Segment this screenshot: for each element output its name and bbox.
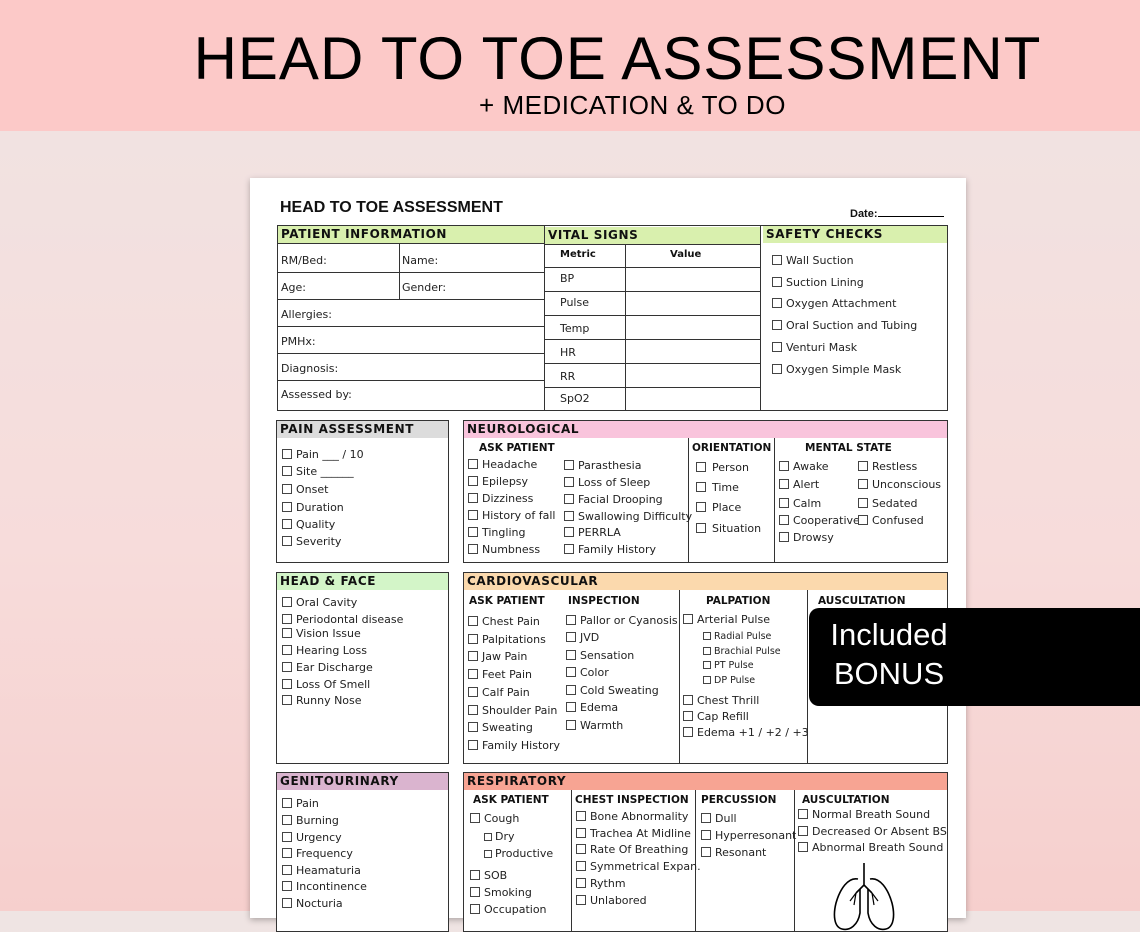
chest-inspection-item[interactable]: Rate Of Breathing [576,843,688,856]
neuro-ask-item[interactable]: History of fall [468,509,555,522]
pain-assessment-header: PAIN ASSESSMENT [277,421,448,438]
palpation-item[interactable]: Chest Thrill [683,694,759,707]
neuro-ask-label: ASK PATIENT [479,442,555,454]
neuro-ask-item[interactable]: Family History [564,543,656,556]
patient-info-header: PATIENT INFORMATION [278,226,544,243]
neuro-ask-item[interactable]: Facial Drooping [564,493,663,506]
cardio-ask-item[interactable]: Shoulder Pain [468,704,557,717]
resp-ask-item[interactable]: Occupation [470,903,547,916]
bonus-line-1: Included [830,617,948,652]
respiratory-section [463,772,948,932]
vital-rr: RR [560,370,576,383]
neuro-ask-item[interactable]: Loss of Sleep [564,476,650,489]
pmhx-field[interactable]: PMHx: [281,335,316,348]
cardio-palpation-label: PALPATION [706,595,771,607]
pain-item[interactable]: Onset [282,483,328,496]
arterial-pulse-item[interactable]: Arterial Pulse [683,613,770,626]
cardio-ask-item[interactable]: Calf Pain [468,686,530,699]
cardio-ask-item[interactable]: Jaw Pain [468,650,527,663]
neuro-ask-item[interactable]: PERRLA [564,526,621,539]
genitourinary-item[interactable]: Nocturia [282,897,343,910]
safety-checks-section [760,225,948,411]
allergies-field[interactable]: Allergies: [281,308,332,321]
resp-auscultation-item[interactable]: Normal Breath Sound [798,808,930,821]
head-face-section [276,572,449,764]
chest-inspection-item[interactable]: Rythm [576,877,626,890]
neuro-ask-item[interactable]: Headache [468,458,537,471]
genitourinary-item[interactable]: Burning [282,814,339,827]
cardio-inspection-item[interactable]: JVD [566,631,599,644]
genitourinary-item[interactable]: Urgency [282,831,342,844]
cardio-ask-item[interactable]: Chest Pain [468,615,540,628]
date-line [878,206,944,217]
vital-spo2: SpO2 [560,392,590,405]
genitourinary-item[interactable]: Pain [282,797,319,810]
chest-inspection-item[interactable]: Bone Abnormality [576,810,688,823]
mental-state-item[interactable]: Confused [858,514,924,527]
cardio-inspection-item[interactable]: Sensation [566,649,634,662]
cardio-inspection-label: INSPECTION [568,595,640,607]
pulse-sub-item[interactable]: Radial Pulse [703,630,771,643]
cardio-ask-item[interactable]: Palpitations [468,633,546,646]
vital-bp: BP [560,272,575,285]
percussion-label: PERCUSSION [701,794,777,806]
sheet-title: HEAD TO TOE ASSESSMENT [280,199,503,216]
orientation-item[interactable]: Person [696,461,749,474]
diagnosis-field[interactable]: Diagnosis: [281,362,339,375]
included-bonus-badge [809,608,1140,706]
mental-state-item[interactable]: Calm [779,497,821,510]
chest-inspection-item[interactable]: Symmetrical Expan. [576,860,701,873]
safety-item[interactable]: Wall Suction [772,254,854,267]
safety-item[interactable]: Oxygen Attachment [772,297,896,310]
safety-item[interactable]: Oral Suction and Tubing [772,319,917,332]
mental-state-item[interactable]: Alert [779,478,819,491]
orientation-item[interactable]: Time [696,481,739,494]
safety-item[interactable]: Suction Lining [772,276,864,289]
age-field[interactable]: Age: [281,281,306,294]
cardio-ask-item[interactable]: Family History [468,739,560,752]
head-face-item[interactable]: Runny Nose [282,694,362,707]
cardio-inspection-item[interactable]: Edema [566,701,618,714]
assessment-sheet [250,178,966,918]
cardio-inspection-item[interactable]: Pallor or Cyanosis [566,614,678,627]
pain-item[interactable]: Pain ___ / 10 [282,448,364,461]
cardio-ask-item[interactable]: Sweating [468,721,533,734]
genitourinary-item[interactable]: Frequency [282,847,353,860]
head-face-item[interactable]: Periodontal disease [282,613,403,626]
resp-auscultation-item[interactable]: Decreased Or Absent BS [798,825,947,838]
orientation-label: ORIENTATION [692,442,772,454]
pain-assessment-section [276,420,449,563]
neuro-ask-item[interactable]: Tingling [468,526,525,539]
cardiovascular-header: CARDIOVASCULAR [464,573,947,590]
mental-state-item[interactable]: Unconscious [858,478,941,491]
chest-inspection-item[interactable]: Trachea At Midline [576,827,691,840]
cardio-ask-item[interactable]: Feet Pain [468,668,532,681]
percussion-item[interactable]: Dull [701,812,737,825]
mental-state-item[interactable]: Drowsy [779,531,834,544]
vital-signs-header: VITAL SIGNS [545,227,760,244]
vital-hr: HR [560,346,576,359]
respiratory-header: RESPIRATORY [464,773,947,790]
mental-state-item[interactable]: Cooperative [779,514,860,527]
pain-item[interactable]: Duration [282,501,344,514]
resp-auscultation-label: AUSCULTATION [802,794,890,806]
neuro-ask-item[interactable]: Numbness [468,543,540,556]
percussion-item[interactable]: Hyperresonant [701,829,796,842]
banner-title: HEAD TO TOE ASSESSMENT [193,25,1042,92]
vital-temp: Temp [560,322,590,335]
date-field[interactable] [850,206,944,220]
resp-ask-item[interactable]: SOB [470,869,507,882]
resp-cough-sub[interactable]: Dry [484,830,515,843]
value-col-header: Value [670,249,702,260]
chest-inspection-item[interactable]: Unlabored [576,894,647,907]
neurological-section [463,420,948,563]
safety-item[interactable]: Venturi Mask [772,341,857,354]
assessed-by-field[interactable]: Assessed by: [281,388,352,401]
percussion-item[interactable]: Resonant [701,846,766,859]
banner-subtitle: + MEDICATION & TO DO [479,90,786,120]
cardio-ask-label: ASK PATIENT [469,595,545,607]
pain-item[interactable]: Quality [282,518,335,531]
genitourinary-section [276,772,449,932]
neuro-ask-item[interactable]: Dizziness [468,492,533,505]
orientation-item[interactable]: Situation [696,522,761,535]
head-face-header: HEAD & FACE [277,573,448,590]
gender-field[interactable]: Gender: [402,281,447,294]
vital-signs-section [544,225,761,411]
palpation-item[interactable]: Edema +1 / +2 / +3 [683,726,809,739]
resp-ask-item[interactable]: Smoking [470,886,532,899]
name-field[interactable]: Name: [402,254,439,267]
head-face-item[interactable]: Hearing Loss [282,644,367,657]
pain-item[interactable]: Site ______ [282,465,354,478]
cardio-inspection-item[interactable]: Cold Sweating [566,684,659,697]
palpation-item[interactable]: Cap Refill [683,710,749,723]
date-label: Date: [850,208,878,220]
neuro-ask-item[interactable]: Parasthesia [564,459,641,472]
mental-state-item[interactable]: Sedated [858,497,918,510]
neuro-ask-item[interactable]: Swallowing Difficulty [564,510,692,523]
head-face-item[interactable]: Vision Issue [282,627,361,640]
cardio-inspection-item[interactable]: Warmth [566,719,623,732]
genitourinary-item[interactable]: Incontinence [282,880,367,893]
pain-item[interactable]: Severity [282,535,341,548]
pulse-sub-item[interactable]: PT Pulse [703,659,754,672]
lungs-icon [830,861,898,931]
mental-state-item[interactable]: Restless [858,460,917,473]
mental-state-item[interactable]: Awake [779,460,829,473]
head-face-item[interactable]: Oral Cavity [282,596,357,609]
head-face-item[interactable]: Ear Discharge [282,661,373,674]
top-banner [0,0,1140,131]
vital-pulse: Pulse [560,296,589,309]
resp-ask-label: ASK PATIENT [473,794,549,806]
neurological-header: NEUROLOGICAL [464,421,947,438]
resp-cough-item[interactable]: Cough [470,812,519,825]
cardio-auscultation-label: AUSCULTATION [818,595,906,607]
resp-cough-sub[interactable]: Productive [484,847,553,860]
safety-item[interactable]: Oxygen Simple Mask [772,363,901,376]
bonus-line-2: BONUS [833,656,945,691]
head-face-item[interactable]: Loss Of Smell [282,678,370,691]
resp-auscultation-item[interactable]: Abnormal Breath Sound [798,841,943,854]
metric-col-header: Metric [560,249,596,260]
rm-bed-field[interactable]: RM/Bed: [281,254,327,267]
mental-state-label: MENTAL STATE [805,442,892,454]
pulse-sub-item[interactable]: Brachial Pulse [703,645,781,658]
orientation-item[interactable]: Place [696,501,741,514]
pulse-sub-item[interactable]: DP Pulse [703,674,755,687]
genitourinary-item[interactable]: Heamaturia [282,864,361,877]
safety-checks-header: SAFETY CHECKS [763,226,947,243]
cardio-inspection-item[interactable]: Color [566,666,609,679]
neuro-ask-item[interactable]: Epilepsy [468,475,528,488]
chest-inspection-label: CHEST INSPECTION [575,794,689,806]
patient-info-section [277,225,545,411]
genitourinary-header: GENITOURINARY [277,773,448,790]
